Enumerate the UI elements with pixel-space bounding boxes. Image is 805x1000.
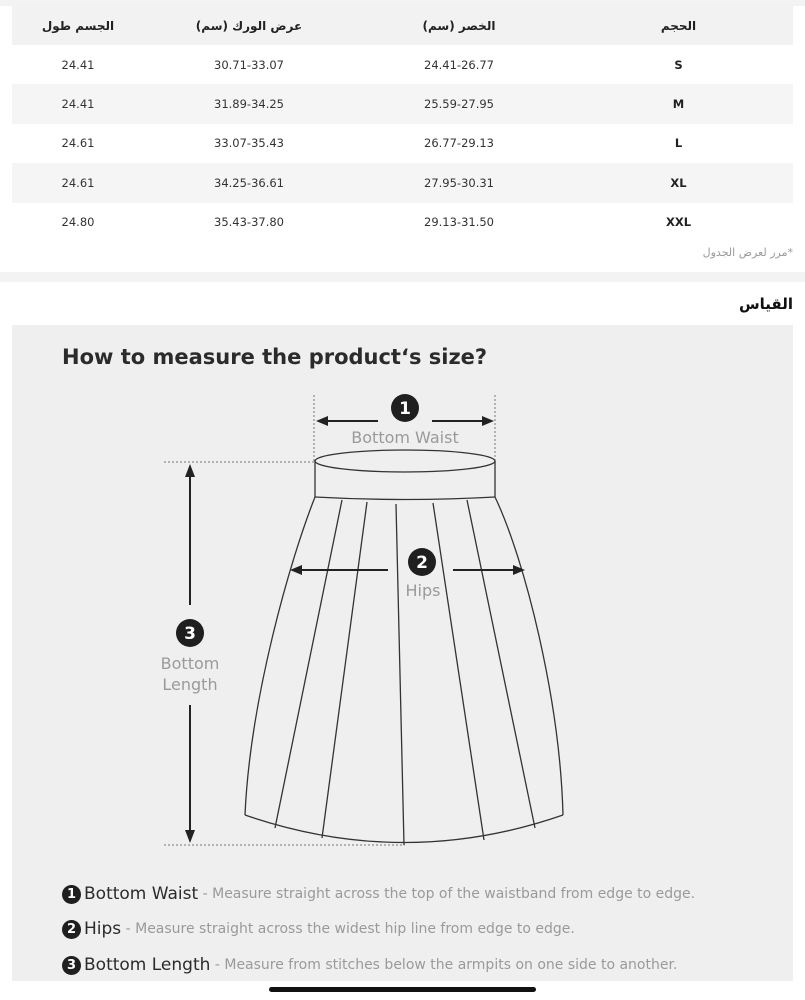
length-cell: 24.41 — [12, 84, 144, 123]
svg-text:1: 1 — [399, 399, 411, 419]
guide-heading: How to measure the product‘s size? — [62, 345, 488, 369]
measure-section-title: القياس — [738, 295, 793, 313]
header-length: الجسم طول — [12, 6, 144, 45]
waist-number-badge — [391, 394, 419, 422]
hip-cell: 30.71-33.07 — [214, 57, 284, 72]
waist-cell: 25.59-27.95 — [354, 84, 564, 123]
hip-cell: 35.43-37.80 — [214, 215, 284, 230]
length-label-line1: Bottom — [160, 654, 220, 673]
skirt-shape — [245, 450, 563, 845]
legend-description: - Measure straight across the widest hip line from edge to edge. — [121, 921, 575, 937]
length-cell: 24.41 — [61, 57, 95, 72]
legend-term: Bottom Waist — [84, 884, 199, 904]
legend-item-hips — [62, 919, 575, 939]
length-number-badge — [176, 619, 204, 647]
waist-cell: 29.13-31.50 — [424, 215, 494, 230]
hip-cell: 33.07-35.43 — [214, 136, 284, 151]
header-hip: عرض الورك (سم) — [144, 6, 354, 45]
size-cell: S — [674, 57, 683, 72]
waist-label: Bottom Waist — [351, 428, 459, 447]
size-cell: XXL — [665, 215, 692, 230]
size-cell: L — [674, 136, 683, 151]
home-indicator — [269, 987, 536, 992]
hip-cell: 34.25-36.61 — [144, 163, 354, 202]
hips-label: Hips — [405, 581, 441, 600]
length-cell: 24.80 — [61, 215, 95, 230]
hip-cell: 31.89-34.25 — [144, 84, 354, 123]
hips-dimension — [290, 565, 525, 575]
waist-cell: 24.41-26.77 — [424, 57, 494, 72]
legend-term: Bottom Length — [84, 955, 211, 975]
legend-description: - Measure straight across the top of the waistband from edge to edge. — [198, 886, 696, 902]
size-cell: XL — [564, 163, 793, 202]
legend-number: 2 — [62, 920, 81, 939]
size-cell: M — [564, 84, 793, 123]
waist-cell: 27.95-30.31 — [354, 163, 564, 202]
scroll-table-note: *مرر لعرض الجدول — [702, 246, 793, 259]
length-cell: 24.61 — [12, 163, 144, 202]
legend-number: 3 — [62, 956, 81, 975]
svg-text:3: 3 — [184, 624, 196, 644]
legend-number: 1 — [62, 885, 81, 904]
hips-number-badge — [408, 548, 436, 576]
length-cell: 24.61 — [61, 136, 95, 151]
legend-term: Hips — [84, 919, 122, 939]
svg-text:2: 2 — [416, 553, 428, 573]
header-waist: الخصر (سم) — [354, 6, 564, 45]
waist-cell: 26.77-29.13 — [424, 136, 494, 151]
length-label-line2: Length — [162, 675, 218, 694]
header-size: الحجم — [564, 6, 793, 45]
legend-item-length — [62, 955, 677, 975]
legend-item-waist — [62, 884, 695, 904]
legend-description: - Measure from stitches below the armpits on one side to another. — [210, 957, 678, 973]
